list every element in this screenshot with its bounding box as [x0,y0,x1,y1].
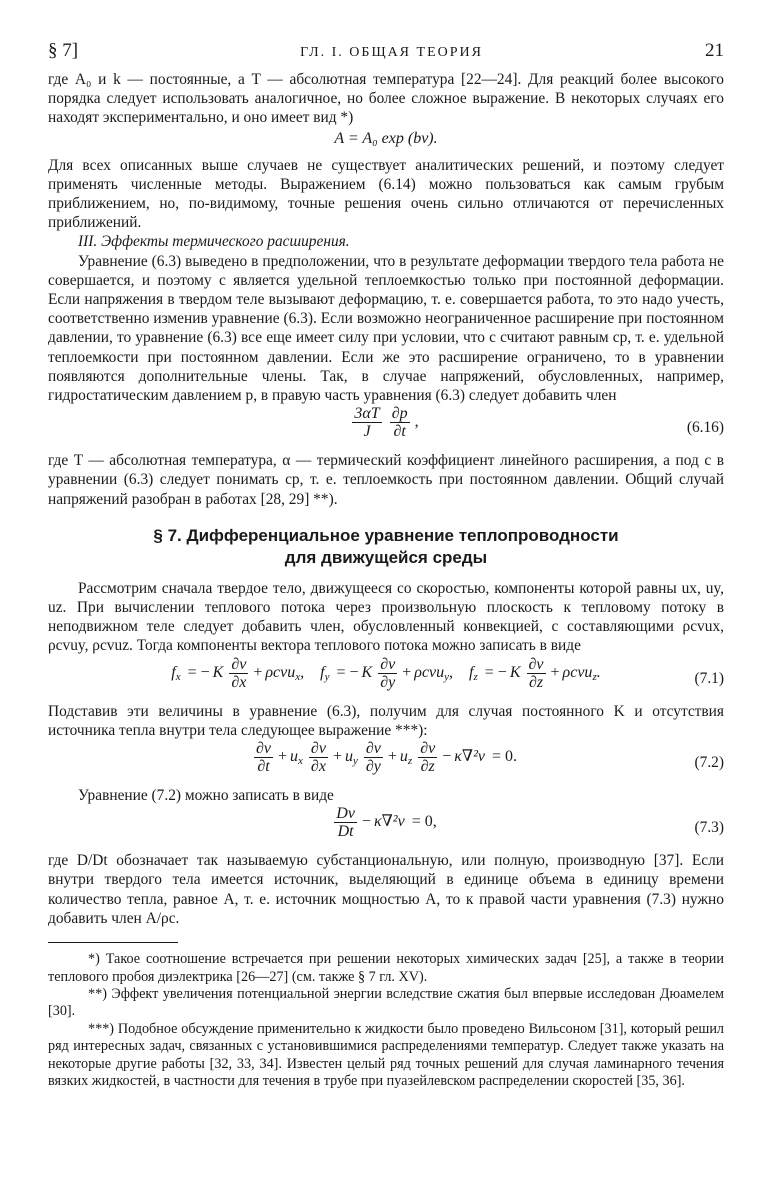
document-page [48,40,724,1090]
paragraph-4: Уравнение (6.3) выведено в предположении, что в результате деформации твердого тела работа не совершается, и поэтому c является удельной теплоемкостью только при постоянной деформации. Если напряжения в твердом теле вызывают деформацию, т. е. совершается работа, то это надо учесть, соответственно изменив уравнение (6.3). Если возможно неограниченное расширение при постоянном давлении, то уравнение (6.3) все еще имеет силу при условии, что c считают равным cp, т. е. удельной теплоемкости при постоянном давлении. Если же это расширение ограничено, то в уравнении появляются дополнительные члены. Так, в случае напряжений, обусловленных, например, гидростатическим давлением p, в правую часть уравнения (6.3) следует добавить член [48,252,724,405]
footnote-1: *) Такое соотношение встречается при решении некоторых химических задач [25], а также в теории теплового пробоя диэлектрика [26—27] (см. также § 7 гл. XV). [48,951,724,985]
subheading-thermal-expansion: III. Эффекты термического расширения. [78,233,350,251]
footnote-3: ***) Подобное обсуждение применительно к жидкости было проведено Вильсоном [31], который решил ряд интересных задач, связанных с установившимися распределениями температур. Следует также указать на некоторые другие работы [32, 33, 34]. Известен целый ряд точных решений для случая ламинарного течения вязких жидкостей, в частности для течения в трубе при пуазейлевском распределении скоростей [35, 36]. [48,1020,724,1089]
paragraph-7: Подставив эти величины в уравнение (6.3), получим для случая постоянного K и отсутствия источника тепла внутри тела следующее выражение ***): [48,702,724,739]
paragraph-5: где T — абсолютная температура, α — термический коэффициент линейного расширения, а под c в уравнении (6.3) следует понимать cp, т. е. теплоемкость при постоянном давлении. Общий случай напряжений разобран в работах [28, 29] **). [48,452,724,508]
equation-7-1-body: $f_x$ = − K $\frac{\partial v}{\partial x}$ + ρcvu$_x$, $f_y$ = − K $\frac{\partial v}{\partial y}$ + ρcvu$_y$, $f_z$ = − K $\frac{\partial v}{\partial z}$ + ρcvu$_z$. [171,655,601,691]
equation-exp [48,128,724,156]
equation-6-16 [48,405,724,451]
equation-6-16-body: $\frac{3\alpha T}{J}$ $\frac{\partial p}{\partial t}$ , [354,405,419,441]
footnotes [48,951,724,1090]
paragraph-6: Рассмотрим сначала твердое тело, движущееся со скоростью, компоненты которой равны ux, uy, uz. При вычислении теплового потока через произвольную плоскость к тепловому потоку в неподвижном теле следует добавить член, обусловленный конвекцией, с составляющими ρcvux, ρcvuy, ρcvuz. Тогда компоненты вектора теплового потока можно записать в виде [48,579,724,655]
page-number: 21 [704,40,724,61]
equation-7-2-body: $\frac{\partial v}{\partial t}$ + $u_x$ $\frac{\partial v}{\partial x}$ + $u_y$ $\frac{\partial v}{\partial y}$ + $u_z$ $\frac{\partial v}{\partial z}$ − κ∇²v = 0. [255,740,518,776]
section-title-line-1: § 7. Дифференциальное уравнение теплопроводности [153,525,619,545]
header-chapter-title: ГЛ. I. ОБЩАЯ ТЕОРИЯ [300,45,483,60]
equation-number-7-2: (7.2) [694,754,724,772]
paragraph-9: где D/Dt обозначает так называемую субстанциональную, или полную, производную [37]. Если внутри твердого тела имеется источник, выделяющий в единице объема в единицу времени количество тепла, равное A, т. е. источник мощностью A, то к правой части уравнения (7.3) нужно добавить член A/ρc. [48,852,724,927]
equation-7-3-body: $\frac{Dv}{Dt}$ − κ∇²v = 0, [336,805,437,841]
footnote-2: **) Эффект увеличения потенциальной энергии вследствие сжатия был впервые исследован Дюамелем [30]. [48,985,724,1020]
equation-number-7-1: (7.1) [694,669,724,687]
equation-exp-body: A = A₀ exp (bv). [334,129,438,147]
equation-number-7-3: (7.3) [694,819,724,837]
paragraph-2: Для всех описанных выше случаев не существует аналитических решений, и поэтому следует применять численные методы. Выражением (6.14) можно пользоваться как самым грубым приближением, но, по-видимому, точные решения очень сильно отличаются от перечисленных приближений. [48,156,724,232]
header-section-ref: § 7] [48,40,79,61]
equation-7-2 [48,740,724,786]
section-title-line-2: для движущейся среды [284,547,488,567]
footnote-divider [48,942,178,943]
equation-number-6-16: (6.16) [686,419,724,437]
section-title [48,525,724,569]
paragraph-8: Уравнение (7.2) можно записать в виде [78,787,334,805]
running-header [48,40,724,70]
equation-7-1 [48,656,724,702]
paragraph-1: где A₀ и k — постоянные, а T — абсолютная температура [22—24]. Для реакций более высокого порядка следует использовать аналогичное, но более сложное выражение. В некоторых случаях его находят экспериментально, и оно имеет вид *) [48,71,724,127]
equation-7-3 [48,805,724,851]
